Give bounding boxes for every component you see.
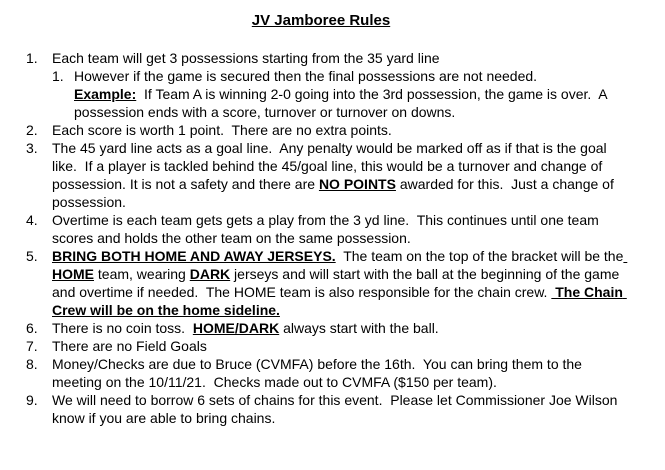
subrule-text: However if the game is secured then the final possessions are not needed. bbox=[74, 68, 538, 84]
rule-text: Each team will get 3 possessions starting from the 35 yard line bbox=[52, 50, 440, 66]
rule-4 bbox=[26, 211, 626, 247]
rule-number: 8. bbox=[26, 356, 38, 372]
rule-number: 9. bbox=[26, 392, 38, 408]
rule-2 bbox=[26, 121, 626, 139]
rule-text-after: always start with the ball. bbox=[279, 320, 439, 336]
rule-9 bbox=[26, 391, 626, 427]
rule-number: 1. bbox=[26, 50, 38, 66]
rule-text: Overtime is each team gets gets a play from the 3 yd line. This continues until one team scores and holds the other team on the same possession. bbox=[52, 212, 603, 246]
rule-text: Each score is worth 1 point. There are no extra points. bbox=[52, 122, 392, 138]
home-dark-emphasis: HOME/DARK bbox=[192, 320, 280, 336]
subrule-number: 1. bbox=[52, 68, 64, 84]
rule-number: 7. bbox=[26, 338, 38, 354]
rule-number: 2. bbox=[26, 122, 38, 138]
rule-5 bbox=[26, 247, 626, 319]
document-title: JV Jamboree Rules bbox=[251, 12, 391, 29]
rule-number: 6. bbox=[26, 320, 38, 336]
chain-crew-emphasis: The Chain Crew will be on the home sideline. bbox=[52, 284, 627, 318]
rule-text: We will need to borrow 6 sets of chains for this event. Please let Commissioner Joe Wilson know if you are able to bring chains. bbox=[52, 392, 622, 426]
home-emphasis: HOME bbox=[52, 248, 628, 282]
rule-7 bbox=[26, 337, 626, 355]
rule-text: There is no coin toss. bbox=[52, 320, 193, 336]
rule-number: 5. bbox=[26, 248, 38, 264]
rule-text-after: awarded for this. Just a change of possession. bbox=[52, 176, 618, 210]
example-label: Example: bbox=[74, 86, 137, 102]
rule-1 bbox=[26, 49, 626, 121]
rule-8 bbox=[26, 355, 626, 391]
rule-1-subitem bbox=[52, 67, 626, 121]
example-text: If Team A is winning 2-0 going into the 3rd possession, the game is over. A possession ends with a score, turnover or turnover on downs. bbox=[74, 86, 611, 120]
rules-list bbox=[26, 49, 626, 427]
rule-text: The 45 yard line acts as a goal line. Any penalty would be marked off as if that is the goal like. If a player is tackled behind the 45/goal line, this would be a turnover and change of possession. It is not a safety and there are bbox=[52, 140, 611, 192]
dark-emphasis: DARK bbox=[189, 266, 231, 282]
no-points-emphasis: NO POINTS bbox=[318, 176, 396, 192]
rule-text: jerseys and will start with the ball at the beginning of the game and overtime if needed. The HOME team is also responsible for the chain crew. bbox=[52, 266, 624, 300]
rule-3 bbox=[26, 139, 626, 211]
rule-text: Money/Checks are due to Bruce (CVMFA) before the 16th. You can bring them to the meeting on the 10/11/21. Checks made out to CVMFA ($150 per team). bbox=[52, 356, 586, 390]
rule-number: 4. bbox=[26, 212, 38, 228]
rule-number: 3. bbox=[26, 140, 38, 156]
rule-text: There are no Field Goals bbox=[52, 338, 207, 354]
rule-text: The team on the top of the bracket will be the bbox=[335, 248, 624, 264]
rule-text: team, wearing bbox=[94, 266, 190, 282]
jerseys-emphasis: BRING BOTH HOME AND AWAY JERSEYS. bbox=[52, 248, 336, 264]
rule-6 bbox=[26, 319, 626, 337]
